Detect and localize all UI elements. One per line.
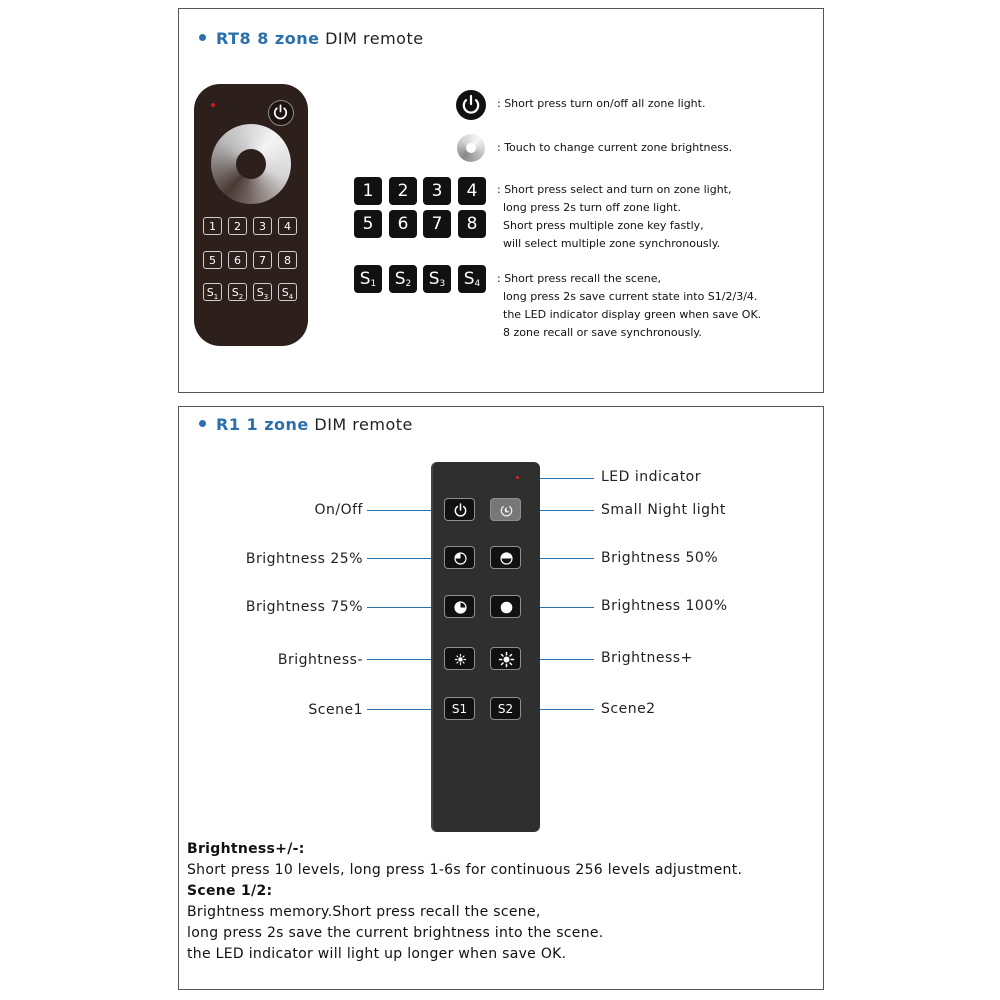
label-scene1: Scene1 [308, 702, 363, 718]
bullet-icon [199, 420, 206, 427]
rt8-title [199, 29, 424, 48]
rt8-title-type: DIM remote [325, 29, 424, 48]
legend-power-icon [455, 89, 487, 121]
night-light-icon [491, 499, 522, 522]
legend-zone-key-5: 5 [354, 210, 382, 238]
rt8-zone-key-6[interactable]: 6 [228, 251, 247, 269]
r1-remote [431, 462, 540, 832]
scene2-button[interactable]: S2 [490, 697, 521, 720]
rt8-zone-key-5[interactable]: 5 [203, 251, 222, 269]
label-scene2: Scene2 [601, 701, 656, 717]
legend-scene-key-2: $S_2$ [389, 265, 417, 293]
line-led [534, 478, 594, 479]
notes-scene-text-3: the LED indicator will light up longer when save OK. [187, 946, 567, 962]
notes-brightness-text: Short press 10 levels, long press 1-6s for continuous 256 levels adjustment. [187, 862, 743, 878]
notes-scene-text-2: long press 2s save the current brightness into the scene. [187, 925, 604, 941]
legend-zone-key-6: 6 [389, 210, 417, 238]
notes-heading-scene: Scene 1/2: [187, 883, 273, 899]
rt8-scene-key-4[interactable]: $S_4$ [278, 283, 297, 301]
zone-description: : Short press select and turn on zone light, long press 2s turn off zone light. Short press multiple zone key fastly, will select multiple zone synchronously. [497, 183, 732, 250]
label-brightness-minus: Brightness- [277, 652, 363, 668]
rt8-zone-key-4[interactable]: 4 [278, 217, 297, 235]
night-light-button[interactable] [490, 498, 521, 521]
label-night-light: Small Night light [601, 502, 726, 518]
power-icon [445, 499, 476, 522]
usage-notes [187, 839, 742, 965]
legend-zone-key-2: 2 [389, 177, 417, 205]
power-description: : Short press turn on/off all zone light. [497, 97, 706, 110]
label-brightness-100: Brightness 100% [601, 598, 728, 614]
rt8-panel [178, 8, 824, 393]
r1-title [199, 415, 413, 434]
legend-scene-key-3: $S_3$ [423, 265, 451, 293]
legend-zone-key-7: 7 [423, 210, 451, 238]
rt8-scene-key-1[interactable]: $S_1$ [203, 283, 222, 301]
brightness-plus-button[interactable] [490, 647, 521, 670]
touch-wheel[interactable] [211, 124, 291, 204]
notes-heading-brightness: Brightness+/-: [187, 841, 305, 857]
led-indicator [516, 476, 519, 479]
scene1-button[interactable]: S1 [444, 697, 475, 720]
legend-zone-key-4: 4 [458, 177, 486, 205]
r1-panel [178, 406, 824, 990]
rt8-zone-key-8[interactable]: 8 [278, 251, 297, 269]
rt8-zone-key-7[interactable]: 7 [253, 251, 272, 269]
brightness-100-icon [491, 596, 522, 619]
brightness-75-icon [445, 596, 476, 619]
brightness-50-icon [491, 547, 522, 570]
rt8-scene-key-2[interactable]: $S_2$ [228, 283, 247, 301]
rt8-zone-key-2[interactable]: 2 [228, 217, 247, 235]
brightness-25-icon [445, 547, 476, 570]
brightness-50-button[interactable] [490, 546, 521, 569]
rt8-title-model: RT8 8 zone [216, 29, 320, 48]
rt8-zone-key-3[interactable]: 3 [253, 217, 272, 235]
bullet-icon [199, 34, 206, 41]
label-led-indicator: LED indicator [601, 469, 702, 485]
label-brightness-plus: Brightness+ [601, 650, 693, 666]
brightness-minus-button[interactable] [444, 647, 475, 670]
legend-wheel-icon [457, 134, 485, 162]
power-button[interactable] [268, 100, 294, 126]
rt8-scene-key-3[interactable]: $S_3$ [253, 283, 272, 301]
scene-description: : Short press recall the scene, long press 2s save current state into S1/2/3/4. the LED indicator display green when save OK. 8 zone recall or save synchronously. [497, 272, 762, 339]
sun-small-icon [445, 648, 476, 671]
led-indicator [211, 103, 215, 107]
brightness-25-button[interactable] [444, 546, 475, 569]
label-brightness-75: Brightness 75% [245, 599, 363, 615]
sun-large-icon [491, 648, 522, 671]
label-brightness-50: Brightness 50% [601, 550, 719, 566]
rt8-remote [194, 84, 308, 346]
brightness-100-button[interactable] [490, 595, 521, 618]
label-on-off: On/Off [314, 502, 363, 518]
wheel-description: : Touch to change current zone brightness. [497, 141, 733, 154]
legend-zone-key-1: 1 [354, 177, 382, 205]
legend-zone-key-8: 8 [458, 210, 486, 238]
r1-title-type: DIM remote [314, 415, 413, 434]
label-brightness-25: Brightness 25% [245, 551, 363, 567]
legend-scene-key-1: $S_1$ [354, 265, 382, 293]
r1-title-model: R1 1 zone [216, 415, 309, 434]
notes-scene-text-1: Brightness memory.Short press recall the scene, [187, 904, 541, 920]
wheel-hub [236, 149, 266, 179]
legend-scene-key-4: $S_4$ [458, 265, 486, 293]
rt8-zone-key-1[interactable]: 1 [203, 217, 222, 235]
power-icon [269, 101, 292, 124]
brightness-75-button[interactable] [444, 595, 475, 618]
legend-zone-key-3: 3 [423, 177, 451, 205]
on-off-button[interactable] [444, 498, 475, 521]
